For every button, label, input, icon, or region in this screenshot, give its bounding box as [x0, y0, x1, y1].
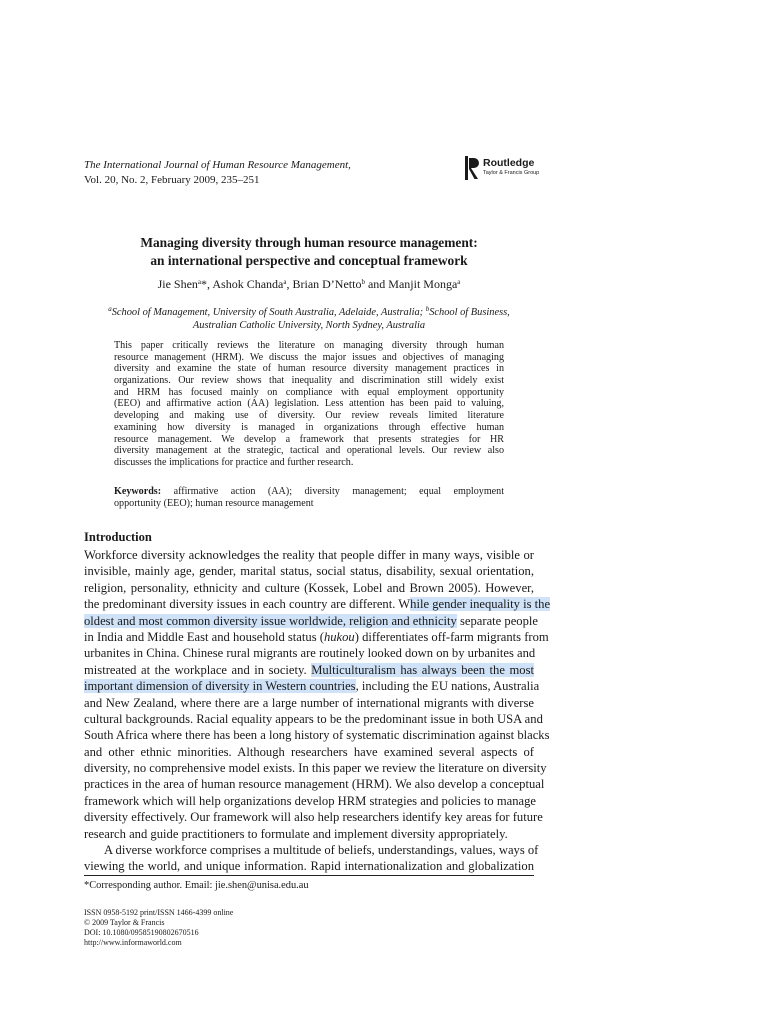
- corresponding-author-footnote: *Corresponding author. Email: jie.shen@unisa.edu.au: [84, 880, 309, 891]
- abstract-line: resource management. We develop a framework that presents strategies for HR: [114, 433, 504, 445]
- author-name: Ashok Chanda: [212, 277, 284, 291]
- author-list: Jie Shen$^a$*, Ashok Chanda$^a$, Brian D’Netto$^b$ and Manjit Monga$^a$: [157, 277, 461, 291]
- highlighted-text[interactable]: hile gender inequality is the: [410, 597, 551, 612]
- affiliation-line-2: Australian Catholic University, North Sydney, Australia: [192, 320, 426, 331]
- footnote-divider: [84, 875, 534, 876]
- keywords-line-2: opportunity (EEO); human resource management: [114, 497, 314, 509]
- body-line: South Africa where there has been a long history of systematic discrimination against blacks: [84, 728, 550, 743]
- highlighted-text[interactable]: Multiculturalism has always been the most: [311, 662, 534, 677]
- body-line: diversity effectively. Our framework will also help researchers identify key areas for future: [84, 810, 543, 825]
- article-title-line-1: Managing diversity through human resource management:: [140, 235, 478, 250]
- keywords: [114, 486, 504, 509]
- body-line: oldest and most common diversity issue worldwide, religion and ethnicity separate people: [84, 613, 538, 628]
- journal-name: The International Journal of Human Resource Management,: [84, 159, 351, 171]
- abstract-line: This paper critically reviews the literature on managing diversity through human: [114, 340, 504, 351]
- abstract-line: examining how diversity is managed in organizations through effective human: [114, 421, 504, 433]
- body-line: in India and Middle East and household status (hukou) differentiates off-farm migrants from: [84, 629, 549, 644]
- abstract-line: discusses the implications for practice and further research.: [114, 456, 354, 468]
- body-line: urbanites in China. Chinese rural migrants are routinely looked down on by urbanites and: [84, 646, 536, 661]
- body-text: [84, 547, 551, 875]
- body-line: religion, personality, ethnicity and culture (Kossek, Lobel and Brown 2005). However,: [84, 580, 534, 595]
- body-line: framework which will help organizations develop HRM strategies and policies to manage: [84, 793, 536, 808]
- body-line: invisible, mainly age, gender, marital status, social status, disability, sexual orientation,: [84, 564, 534, 579]
- author-name: Manjit Monga: [388, 277, 458, 291]
- doi: DOI: 10.1080/09585190802670516: [84, 928, 199, 937]
- routledge-r-icon: [465, 156, 479, 180]
- author-name: Jie Shen: [157, 277, 198, 291]
- body-line: mistreated at the workplace and in society. Multiculturalism has always been the most: [84, 662, 534, 677]
- issn: ISSN 0958-5192 print/ISSN 1466-4399 online: [84, 908, 234, 917]
- body-line: A diverse workforce comprises a multitude of beliefs, understandings, values, ways of: [104, 843, 539, 858]
- abstract-line: and HRM has focused mainly on compliance with equal employment opportunity: [114, 386, 504, 398]
- abstract-line: diversity management at the strategic, tactical and operational levels. Our review also: [114, 445, 504, 457]
- abstract-line: (EEO) and affirmative action (AA) legislation. Less attention has been paid to valuing,: [114, 398, 504, 410]
- body-line: diversity, no comprehensive model exists. In this paper we review the literature on diversity: [84, 761, 547, 776]
- publisher-subtitle: Taylor & Francis Group: [483, 170, 540, 176]
- author-name: Brian D’Netto: [292, 277, 362, 291]
- highlighted-text[interactable]: important dimension of diversity in Western countries: [84, 679, 356, 694]
- body-line: cultural backgrounds. Racial equality appears to be the predominant issue in both USA and: [84, 711, 543, 726]
- section-heading: Introduction: [84, 530, 152, 544]
- publication-metadata: [84, 908, 233, 948]
- keywords-label: Keywords:: [114, 486, 162, 497]
- article-title-line-2: an international perspective and conceptual framework: [150, 253, 468, 268]
- publisher-name: Routledge: [483, 157, 535, 169]
- highlighted-text[interactable]: oldest and most common diversity issue worldwide, religion and ethnicity: [84, 613, 457, 628]
- affiliation-line-1: $^a$School of Management, University of South Australia, Adelaide, Australia; $^b$School of Business,: [108, 305, 510, 318]
- abstract: [114, 340, 504, 469]
- body-line: important dimension of diversity in Western countries, including the EU nations, Australia: [84, 679, 540, 694]
- body-line: and New Zealand, where there are a large number of international migrants with diverse: [84, 695, 534, 710]
- copyright: © 2009 Taylor & Francis: [84, 918, 165, 927]
- body-line: and other ethnic minorities. Although researchers have examined several aspects of: [84, 744, 534, 759]
- body-line: research and guide practitioners to formulate and implement diversity appropriately.: [84, 826, 508, 841]
- body-line: Workforce diversity acknowledges the reality that people differ in many ways, visible or: [84, 548, 534, 562]
- body-line: viewing the world, and unique information. Rapid internationalization and globalization: [84, 859, 534, 874]
- journal-url[interactable]: http://www.informaworld.com: [84, 938, 182, 947]
- body-line: practices in the area of human resource management (HRM). We also develop a conceptual: [84, 777, 545, 792]
- abstract-line: resource management (HRM). We discuss the major issues and objectives of managing: [114, 351, 504, 363]
- abstract-line: developing and making use of diversity. Our review reveals limited literature: [114, 410, 504, 422]
- keywords-line-1: Keywords: affirmative action (AA); diversity management; equal employment: [114, 486, 504, 497]
- abstract-line: diversity and examine the state of human resource diversity management practices in: [114, 363, 504, 375]
- abstract-line: organizations. Our review shows that inequality and discrimination still widely exist: [114, 375, 504, 387]
- journal-volume: Vol. 20, No. 2, February 2009, 235–251: [84, 174, 260, 186]
- body-line: the predominant diversity issues in each country are different. While gender inequality is the: [84, 597, 551, 612]
